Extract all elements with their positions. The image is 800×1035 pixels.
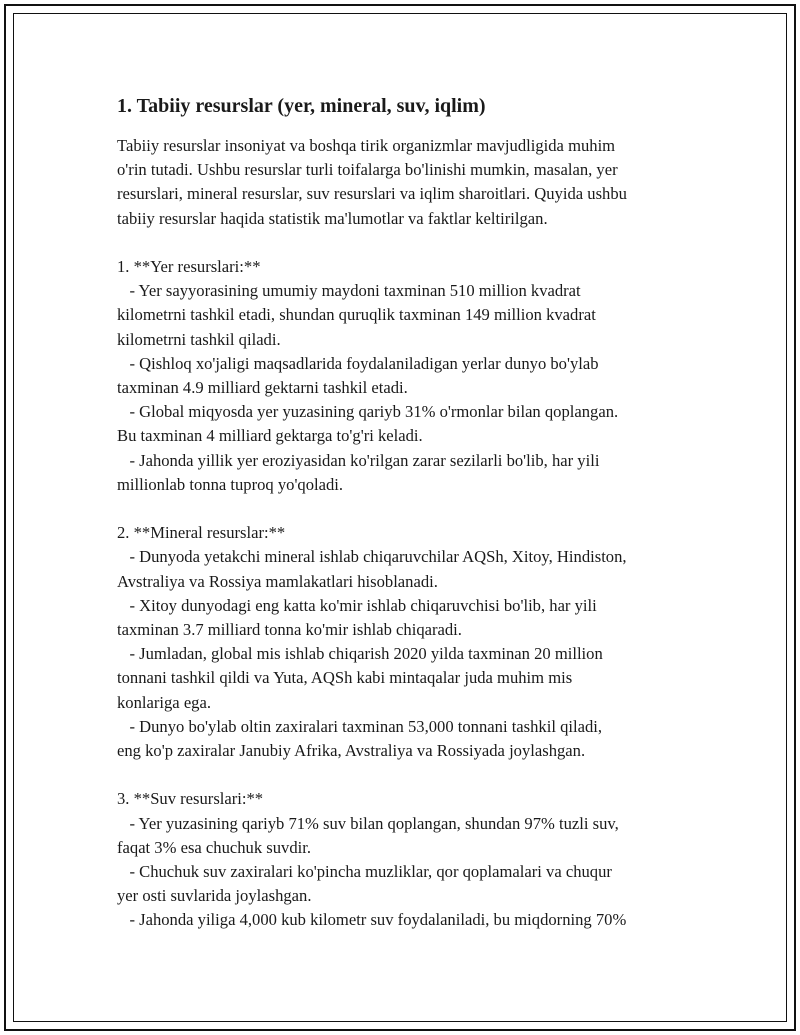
document-body (117, 92, 697, 933)
paragraph-gap (117, 497, 697, 521)
text-line: - Yer sayyorasining umumiy maydoni taxminan 510 million kvadrat (117, 281, 581, 301)
mineral-resources-section (117, 521, 697, 763)
intro-paragraph (117, 134, 697, 231)
text-line: - Jahonda yiliga 4,000 kub kilometr suv foydalaniladi, bu miqdorning 70% (117, 910, 627, 930)
text-line: taxminan 3.7 milliard tonna ko'mir ishlab chiqaradi. (117, 620, 462, 640)
text-line: - Dunyo bo'ylab oltin zaxiralari taxminan 53,000 tonnani tashkil qiladi, (117, 716, 603, 736)
text-line: kilometrni tashkil qiladi. (117, 329, 281, 349)
text-line: Bu taxminan 4 milliard gektarga to'g'ri keladi. (117, 426, 423, 446)
text-line: taxminan 4.9 milliard gektarni tashkil etadi. (117, 378, 408, 398)
land-resources-section (117, 255, 697, 497)
text-line: o'rin tutadi. Ushbu resurslar turli toifalarga bo'linishi mumkin, masalan, yer (117, 160, 618, 180)
paragraph-gap (117, 763, 697, 787)
text-line: - Yer yuzasining qariyb 71% suv bilan qoplangan, shundan 97% tuzli suv, (117, 813, 619, 833)
text-line: yer osti suvlarida joylashgan. (117, 886, 312, 906)
text-line: tonnani tashkil qildi va Yuta, AQSh kabi mintaqalar juda muhim mis (117, 668, 573, 688)
text-line: - Jumladan, global mis ishlab chiqarish 2020 yilda taxminan 20 million (117, 644, 603, 664)
text-line: Tabiiy resurslar insoniyat va boshqa tirik organizmlar mavjudligida muhim (117, 136, 616, 155)
text-line: faqat 3% esa chuchuk suvdir. (117, 837, 311, 857)
list-item-title: 1. **Yer resurslari:** (117, 257, 261, 276)
text-line: tabiiy resurslar haqida statistik ma'lumotlar va faktlar keltirilgan. (117, 208, 548, 228)
text-line: konlariga ega. (117, 692, 211, 712)
text-line: - Dunyoda yetakchi mineral ishlab chiqaruvchilar AQSh, Xitoy, Hindiston, (117, 547, 627, 567)
text-line: eng ko'p zaxiralar Janubiy Afrika, Avstraliya va Rossiyada joylashgan. (117, 741, 586, 761)
text-line: Avstraliya va Rossiya mamlakatlari hisoblanadi. (117, 571, 438, 591)
paragraph-gap (117, 231, 697, 255)
text-line: millionlab tonna tuproq yo'qoladi. (117, 474, 344, 494)
list-item-title: 2. **Mineral resurslar:** (117, 523, 286, 543)
list-item-title: 3. **Suv resurslari:** (117, 789, 264, 809)
section-heading: 1. Tabiiy resurslar (yer, mineral, suv, iqlim) (117, 95, 486, 117)
text-line: resurslari, mineral resurslar, suv resurslari va iqlim sharoitlari. Quyida ushbu (117, 184, 627, 204)
water-resources-section (117, 787, 697, 932)
text-line: - Jahonda yillik yer eroziyasidan ko'rilgan zarar sezilarli bo'lib, har yili (117, 450, 600, 470)
text-line: - Qishloq xo'jaligi maqsadlarida foydalaniladigan yerlar dunyo bo'ylab (117, 353, 599, 373)
text-line: kilometrni tashkil etadi, shundan quruqlik taxminan 149 million kvadrat (117, 305, 596, 325)
text-line: - Chuchuk suv zaxiralari ko'pincha muzliklar, qor qoplamalari va chuqur (117, 862, 612, 882)
text-line: - Xitoy dunyodagi eng katta ko'mir ishlab chiqaruvchisi bo'lib, har yili (117, 595, 597, 615)
text-line: - Global miqyosda yer yuzasining qariyb 31% o'rmonlar bilan qoplangan. (117, 402, 619, 422)
